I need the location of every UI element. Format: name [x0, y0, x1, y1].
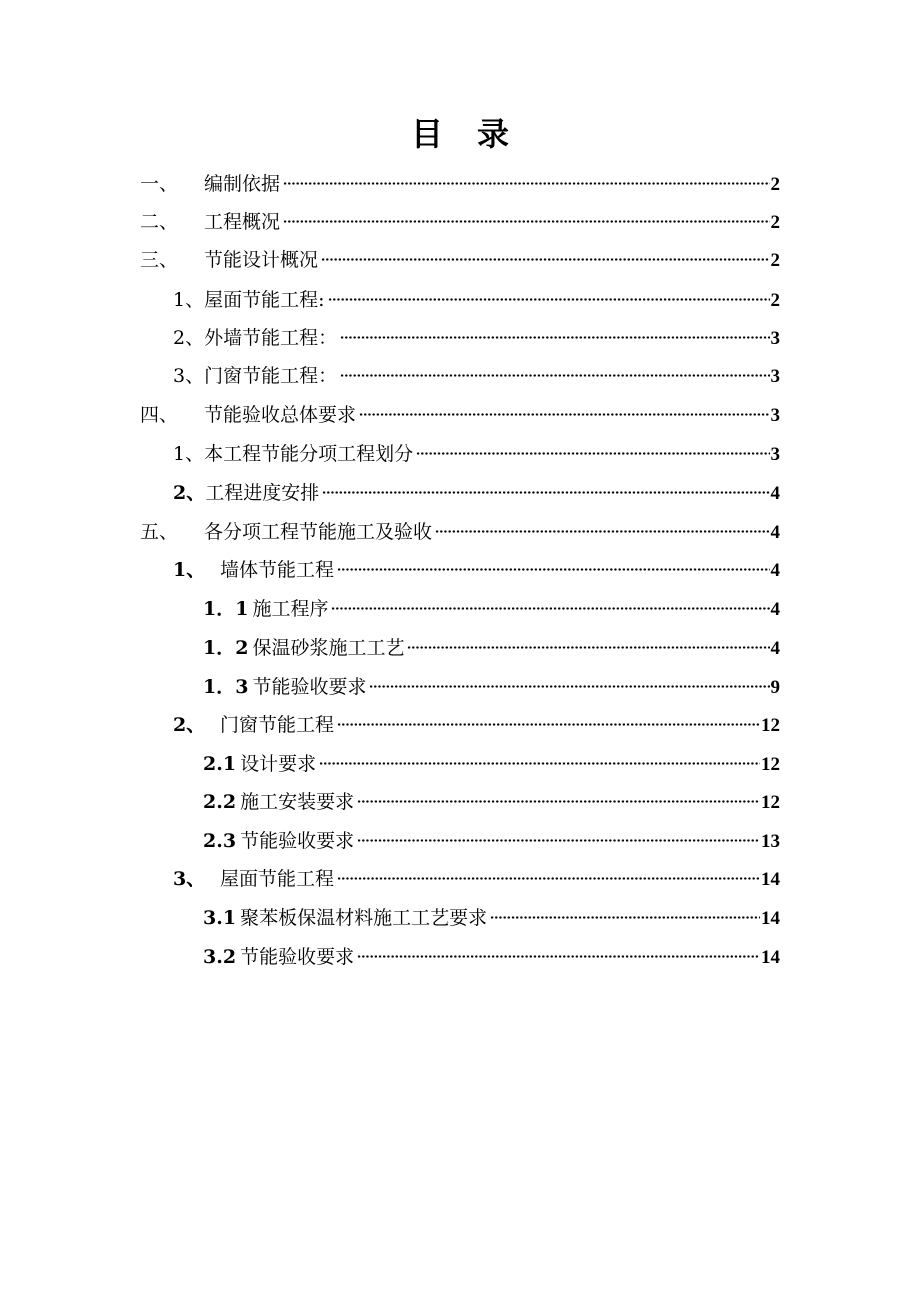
toc-number: 五、: [140, 521, 179, 543]
toc-text: 节能验收要求: [252, 676, 367, 698]
toc-entry-3-2[interactable]: [173, 318, 780, 349]
toc-entry-5-2[interactable]: [173, 705, 780, 736]
toc-entry-5-2-3[interactable]: [203, 821, 780, 852]
toc-text: 本工程节能分项工程划分: [204, 443, 414, 465]
dot-leader: [357, 821, 760, 847]
toc-text: 墙体节能工程: [220, 559, 335, 581]
dot-leader: [490, 898, 760, 924]
toc-text: 保温砂浆施工工艺: [252, 637, 405, 659]
dot-leader: [357, 937, 760, 963]
dot-leader: [322, 473, 769, 499]
toc-number: 三、: [140, 249, 179, 271]
toc-number: 2、: [173, 482, 206, 504]
toc-entry-3-1[interactable]: [173, 280, 780, 311]
toc-text: 各分项工程节能施工及验收: [204, 521, 433, 543]
toc-page: 3: [770, 444, 780, 465]
dot-leader: [435, 512, 769, 538]
toc-text: 外墙节能工程：: [204, 327, 338, 349]
toc-entry-2[interactable]: [140, 202, 780, 233]
toc-text: 施工程序: [252, 598, 329, 620]
toc-page: 4: [770, 560, 780, 581]
toc-text: 节能验收总体要求: [204, 404, 357, 426]
toc-page: 4: [770, 599, 780, 620]
toc-entry-5-3-2[interactable]: [203, 937, 780, 968]
dot-leader: [357, 782, 760, 808]
toc-number: 3、: [173, 365, 205, 387]
dot-leader: [359, 395, 769, 421]
toc-number: 1、: [173, 559, 206, 581]
toc-text: 节能验收要求: [240, 830, 355, 852]
toc-text: 节能设计概况: [204, 249, 319, 271]
toc-number: 2.2: [203, 791, 237, 813]
toc-entry-5-1-1[interactable]: [203, 589, 780, 620]
dot-leader: [319, 744, 760, 770]
toc-text: 工程进度安排: [205, 482, 320, 504]
dot-leader: [321, 240, 769, 266]
page-title: 目录: [410, 115, 543, 153]
toc-entry-3-3[interactable]: [173, 356, 780, 387]
dot-leader: [331, 589, 769, 615]
dot-leader: [283, 202, 769, 228]
toc-number: 2、: [173, 327, 205, 349]
dot-leader: [407, 628, 769, 654]
toc-entry-4[interactable]: [140, 395, 780, 426]
toc-entry-5-3[interactable]: [173, 859, 780, 890]
toc-entry-5-1[interactable]: [173, 550, 780, 581]
toc-page: 4: [770, 522, 780, 543]
toc-page: 3: [770, 405, 780, 426]
toc-page: 14: [761, 869, 780, 890]
dot-leader: [340, 356, 769, 382]
toc-number: 1、: [173, 289, 205, 311]
dot-leader: [328, 280, 770, 306]
toc-number: 1、: [173, 443, 205, 465]
dot-leader: [416, 434, 769, 460]
toc-text: 设计要求: [240, 753, 317, 775]
toc-entry-3[interactable]: [140, 240, 780, 271]
toc-entry-4-1[interactable]: [173, 434, 780, 465]
toc-page: 2: [770, 174, 780, 195]
dot-leader: [337, 550, 769, 576]
toc-number: 2.3: [203, 830, 237, 852]
dot-leader: [337, 705, 760, 731]
toc-page: 3: [770, 366, 780, 387]
toc-number: 3、: [173, 868, 206, 890]
toc-page: 2: [770, 290, 780, 311]
toc-text: 节能验收要求: [240, 946, 355, 968]
toc-text: 施工安装要求: [240, 791, 355, 813]
toc-entry-4-2[interactable]: [173, 473, 780, 504]
toc-number: 1．1: [203, 598, 249, 620]
toc-text: 门窗节能工程: [220, 714, 335, 736]
toc-entry-1[interactable]: [140, 164, 780, 195]
toc-page: 9: [770, 677, 780, 698]
toc-page: 12: [761, 754, 780, 775]
toc-entry-5[interactable]: [140, 512, 780, 543]
toc-page: 14: [761, 908, 780, 929]
toc-page: 3: [770, 328, 780, 349]
toc-entry-5-2-1[interactable]: [203, 744, 780, 775]
toc-number: 2、: [173, 714, 206, 736]
toc-text: 屋面节能工程:: [204, 289, 325, 311]
toc-entry-5-2-2[interactable]: [203, 782, 780, 813]
toc-entry-5-1-2[interactable]: [203, 628, 780, 659]
toc-text: 编制依据: [204, 173, 281, 195]
toc-page: 2: [770, 250, 780, 271]
toc-number: 四、: [140, 404, 179, 426]
toc-text: 门窗节能工程：: [204, 365, 338, 387]
toc-number: 1．2: [203, 637, 249, 659]
toc-page: 4: [770, 483, 780, 504]
toc-number: 3.2: [203, 946, 237, 968]
toc-text: 工程概况: [204, 211, 281, 233]
toc-page: 12: [761, 792, 780, 813]
toc-number: 3.1: [203, 907, 237, 929]
dot-leader: [283, 164, 769, 190]
toc-text: 屋面节能工程: [220, 868, 335, 890]
toc-page: 14: [761, 947, 780, 968]
toc-entry-5-1-3[interactable]: [203, 667, 780, 698]
toc-text: 聚苯板保温材料施工工艺要求: [240, 907, 488, 929]
dot-leader: [340, 318, 769, 344]
toc-number: 二、: [140, 211, 179, 233]
toc-number: 1．3: [203, 676, 249, 698]
toc-number: 一、: [140, 173, 179, 195]
toc-page: 2: [770, 212, 780, 233]
toc-number: 2.1: [203, 753, 237, 775]
toc-page: 13: [761, 831, 780, 852]
dot-leader: [337, 859, 760, 885]
toc-page: 12: [761, 715, 780, 736]
toc-entry-5-3-1[interactable]: [203, 898, 780, 929]
dot-leader: [369, 667, 769, 693]
toc-page: 4: [770, 638, 780, 659]
